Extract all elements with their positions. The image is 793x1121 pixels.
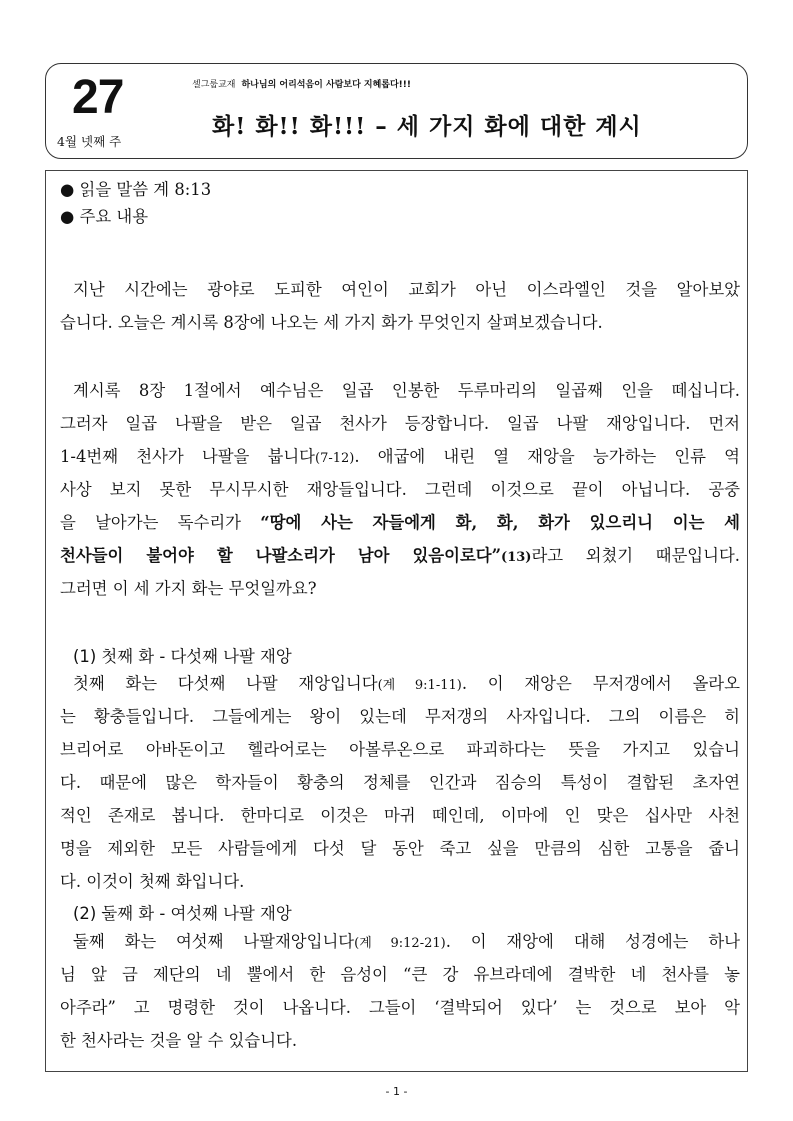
section-heading: (2) 둘째 화 - 여섯째 나팔 재앙 xyxy=(73,904,292,923)
main-content-label: 주요 내용 xyxy=(79,207,149,226)
text-span: 둘째 화는 여섯째 나팔재앙입니다 xyxy=(73,932,355,951)
text-span: . 이 재앙은 무저갱에서 올라오 xyxy=(461,674,740,693)
paragraph-line: 지난 시간에는 광야로 도피한 여인이 교회가 아닌 이스라엘인 것을 알아보았 xyxy=(73,280,740,299)
paragraph-line: 적인 존재로 봅니다. 한마디로 이것은 마귀 떼인데, 이마에 인 맞은 십사만 사천 xyxy=(60,806,740,825)
paragraph-line: 는 황충들입니다. 그들에게는 왕이 있는데 무저갱의 사자입니다. 그의 이름은 히 xyxy=(60,707,740,726)
section-heading: (1) 첫째 화 - 다섯째 나팔 재앙 xyxy=(73,647,292,666)
page-number: - 1 - xyxy=(385,1085,408,1098)
lesson-week: 4월 넷째 주 xyxy=(57,134,122,149)
reading-line xyxy=(60,180,740,200)
series-label: 셀그룹교재 xyxy=(192,80,236,90)
verse-ref: (계 9:12-21) xyxy=(354,936,446,951)
text-span: 을 날아가는 독수리가 xyxy=(60,513,261,532)
text-span: 라고 외쳤기 때문입니다. xyxy=(531,546,740,565)
verse-ref: (계 9:1-11) xyxy=(377,678,462,693)
paragraph-line: 습니다. 오늘은 계시록 8장에 나오는 세 가지 화가 무엇인지 살펴보겠습니다. xyxy=(60,313,603,332)
paragraph-line xyxy=(73,932,740,954)
paragraph-line: 브리어로 아바돈이고 헬라어로는 아볼루온으로 파괴하다는 뜻을 가지고 있습니 xyxy=(60,740,740,759)
paragraph-line: 다. 이것이 첫째 화입니다. xyxy=(60,872,245,891)
text-span: 첫째 화는 다섯째 나팔 재앙입니다 xyxy=(73,674,378,693)
reading-ref: 계 8:13 xyxy=(153,180,212,199)
paragraph-line: 명을 제외한 모든 사람들에게 다섯 달 동안 죽고 싶을 만큼의 심한 고통을 줍니 xyxy=(60,839,740,858)
series-line xyxy=(192,77,411,90)
paragraph-line xyxy=(60,513,740,533)
bold-quote: 천사들이 불어야 할 나팔소리가 남아 있음이로다” xyxy=(60,546,502,565)
paragraph-line: 님 앞 금 제단의 네 뿔에서 한 음성이 “큰 강 유브라데에 결박한 네 천사를 놓 xyxy=(60,965,740,984)
paragraph-line xyxy=(60,546,740,568)
text-span: 1-4번째 천사가 나팔을 붑니다 xyxy=(60,447,316,466)
bold-quote: “땅에 사는 자들에게 화, 화, 화가 있으리니 이는 세 xyxy=(260,513,740,532)
paragraph-line: 다. 때문에 많은 학자들이 황충의 정체를 인간과 짐승의 특성이 결합된 초자연 xyxy=(60,773,740,792)
verse-ref: (13) xyxy=(501,550,532,565)
main-label-line xyxy=(60,207,740,227)
paragraph-line: 그러자 일곱 나팔을 받은 일곱 천사가 등장합니다. 일곱 나팔 재앙입니다. 먼저 xyxy=(60,414,740,433)
bullet-icon: ● xyxy=(60,207,75,226)
text-span: . 애굽에 내린 열 재앙을 능가하는 인류 역 xyxy=(354,447,740,466)
series-title: 하나님의 어리석음이 사람보다 지혜롭다!!! xyxy=(241,80,411,90)
reading-label: 읽을 말씀 xyxy=(79,180,149,199)
page-title: 화! 화!! 화!!! – 세 가지 화에 대한 계시 xyxy=(212,113,642,140)
paragraph-line: 아주라” 고 명령한 것이 나옵니다. 그들이 ‘결박되어 있다’ 는 것으로 보아 악 xyxy=(60,998,740,1017)
paragraph-line: 사상 보지 못한 무시무시한 재앙들입니다. 그런데 이것으로 끝이 아닙니다. 공중 xyxy=(60,480,740,499)
lesson-number: 27 xyxy=(72,71,124,124)
bullet-icon: ● xyxy=(60,180,75,199)
paragraph-line xyxy=(60,447,740,469)
paragraph-line: 그러면 이 세 가지 화는 무엇일까요? xyxy=(60,579,317,598)
paragraph-line: 한 천사라는 것을 알 수 있습니다. xyxy=(60,1031,298,1050)
text-span: . 이 재앙에 대해 성경에는 하나 xyxy=(445,932,741,951)
paragraph-line xyxy=(73,674,740,696)
paragraph-line: 계시록 8장 1절에서 예수님은 일곱 인봉한 두루마리의 일곱째 인을 떼십니다. xyxy=(73,381,740,400)
verse-ref: (7-12) xyxy=(315,451,355,466)
